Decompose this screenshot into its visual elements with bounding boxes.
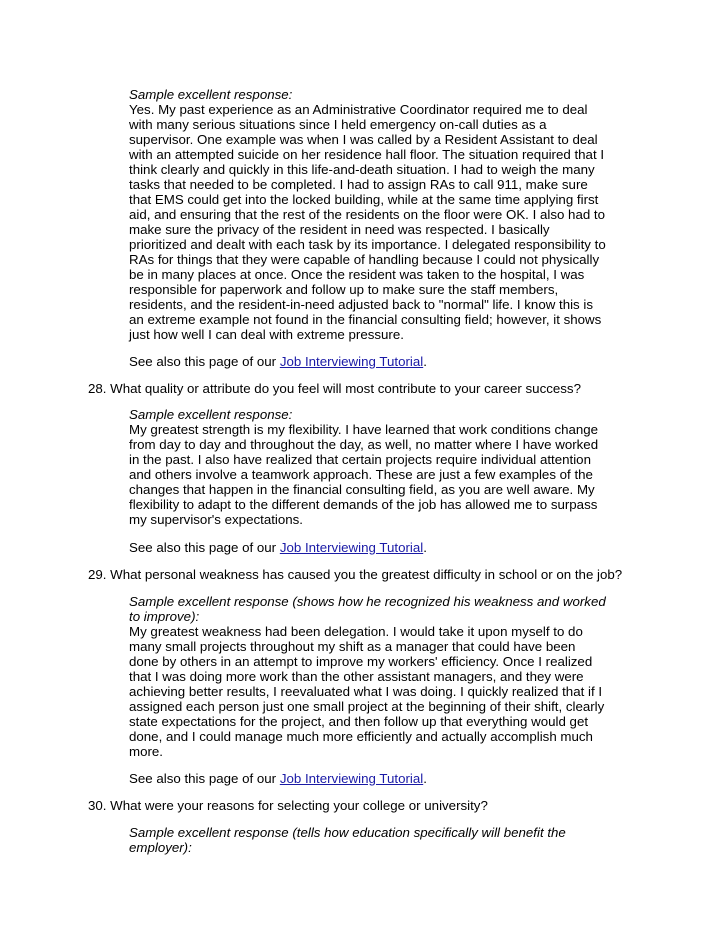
response-line: aid, and ensuring that the rest of the residents on the floor were OK. I also had to bbox=[129, 207, 606, 222]
response-line: My greatest strength is my flexibility. I have learned that work conditions change bbox=[129, 422, 599, 437]
response-line: tasks that needed to be completed. I had to assign RAs to call 911, make sure bbox=[129, 177, 588, 192]
response-line: My greatest weakness had been delegation. I would take it upon myself to do bbox=[129, 624, 583, 639]
response-line: from day to day and throughout the day, as well, no matter where I have worked bbox=[129, 437, 599, 452]
response-line: with an attempted suicide on her residence hall floor. The situation required that I bbox=[129, 147, 605, 162]
response-line: think clearly and quickly in this life-and-death situation. I had to weigh the many bbox=[129, 162, 595, 177]
question-28: 28. What quality or attribute do you feel will most contribute to your career success? bbox=[88, 381, 581, 396]
response-line: that EMS could get into the locked building, while at the same time applying first bbox=[129, 192, 599, 207]
response-line: RAs for things that they were capable of handling because I could not physically bbox=[129, 252, 600, 267]
see-also-line: See also this page of our Job Interviewing Tutorial. bbox=[129, 771, 427, 786]
response-label: employer): bbox=[129, 840, 192, 855]
response-line: changes that happen in the financial consulting field, as you are well aware. My bbox=[129, 482, 595, 497]
response-line: prioritized and dealt with each task by its importance. I delegated responsibility to bbox=[129, 237, 606, 252]
response-line: done, and I could manage much more efficiently and actually accomplish much bbox=[129, 729, 593, 744]
response-line: just how well I can deal with extreme pressure. bbox=[129, 327, 404, 342]
response-line: responsible for paperwork and follow up to make sure the staff members, bbox=[129, 282, 559, 297]
response-line: that I was doing more work than the other assistant managers, and they were bbox=[129, 669, 584, 684]
response-line: and others involve a teamwork approach. These are just a few examples of the bbox=[129, 467, 593, 482]
response-line: supervisor. One example was when I was called by a Resident Assistant to deal bbox=[129, 132, 598, 147]
response-line: achieving better results, I reevaluated what I was doing. I quickly realized that if I bbox=[129, 684, 603, 699]
response-line: an extreme example not found in the financial consulting field; however, it shows bbox=[129, 312, 602, 327]
response-label: Sample excellent response (shows how he recognized his weakness and worked bbox=[129, 594, 606, 609]
response-line: make sure the privacy of the resident in need was respected. I basically bbox=[129, 222, 550, 237]
response-line: assigned each person just one small project at the beginning of their shift, clearly bbox=[129, 699, 605, 714]
response-line: be in many places at once. Once the resident was taken to the hospital, I was bbox=[129, 267, 585, 282]
response-line: with many serious situations since I held emergency on-call duties as a bbox=[129, 117, 547, 132]
response-line: done by others in an attempt to improve my workers' efficiency. Once I realized bbox=[129, 654, 593, 669]
response-line: residents, and the resident-in-need adjusted back to "normal" life. I know this is bbox=[129, 297, 593, 312]
response-line: in the past. I also have realized that certain projects require individual attention bbox=[129, 452, 591, 467]
response-label: Sample excellent response: bbox=[129, 407, 293, 422]
see-also-line: See also this page of our Job Interviewing Tutorial. bbox=[129, 354, 427, 369]
question-29: 29. What personal weakness has caused you the greatest difficulty in school or on the job? bbox=[88, 567, 623, 582]
question-30: 30. What were your reasons for selecting your college or university? bbox=[88, 798, 488, 813]
response-line: flexibility to adapt to the different demands of the job has allowed me to surpass bbox=[129, 497, 598, 512]
response-line: my supervisor's expectations. bbox=[129, 512, 303, 527]
response-line: Yes. My past experience as an Administrative Coordinator required me to deal bbox=[129, 102, 588, 117]
see-also-line: See also this page of our Job Interviewing Tutorial. bbox=[129, 540, 427, 555]
response-label: Sample excellent response: bbox=[129, 87, 293, 102]
response-line: more. bbox=[129, 744, 163, 759]
response-label: Sample excellent response (tells how education specifically will benefit the bbox=[129, 825, 566, 840]
job-interviewing-tutorial-link[interactable]: Job Interviewing Tutorial bbox=[279, 354, 424, 369]
response-label: to improve): bbox=[129, 609, 200, 624]
response-line: state expectations for the project, and then follow up that everything would get bbox=[129, 714, 589, 729]
response-line: many small projects throughout my shift as a manager that could have been bbox=[129, 639, 576, 654]
job-interviewing-tutorial-link[interactable]: Job Interviewing Tutorial bbox=[279, 771, 424, 786]
job-interviewing-tutorial-link[interactable]: Job Interviewing Tutorial bbox=[279, 540, 424, 555]
